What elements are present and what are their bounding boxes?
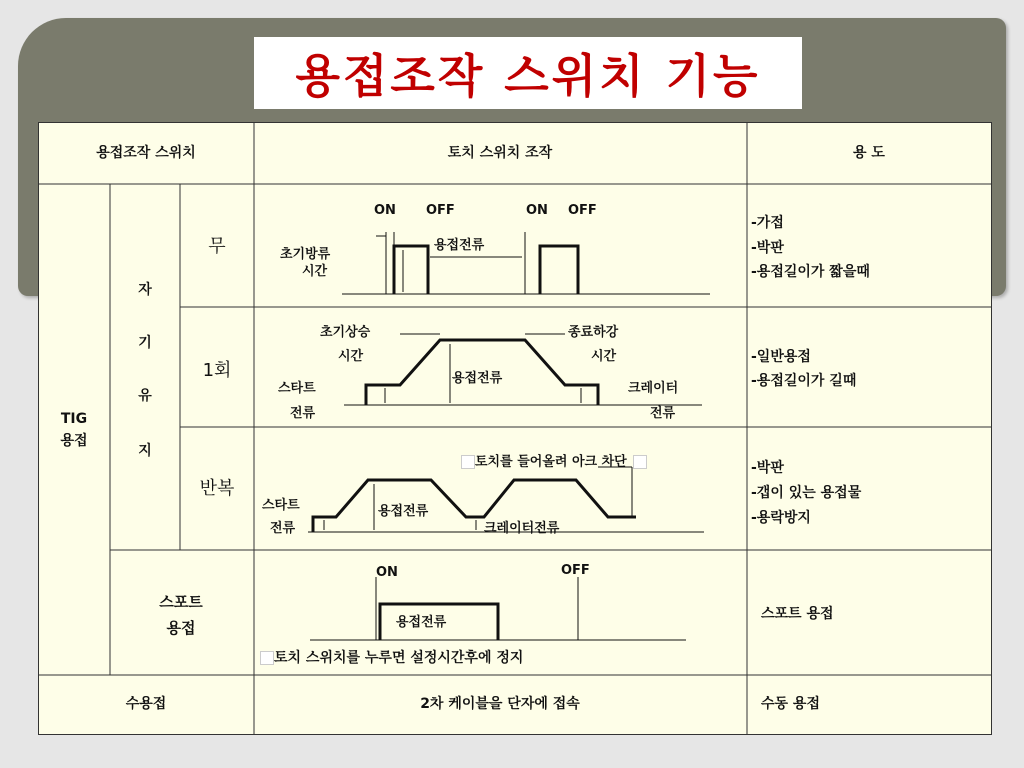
- spot-note-text: 토치 스위치를 누루면 설정시간후에 정지: [274, 650, 524, 666]
- label-off-2: OFF: [568, 203, 597, 218]
- note-marker: [260, 651, 274, 665]
- use-item: -박판: [751, 460, 784, 476]
- spot-weld-label: 용접: [166, 619, 196, 637]
- start-current-label: 스타트: [262, 498, 300, 513]
- preflow-label: 초기방류: [280, 247, 331, 262]
- manual-operation: 2차 케이블을 단자에 접속: [420, 696, 580, 712]
- page-title: 용접조작 스위치 기능: [295, 49, 761, 103]
- spot-weld-current-label: 용접전류: [396, 615, 447, 630]
- label-on-1: ON: [374, 203, 396, 218]
- use-item: -용접길이가 길때: [751, 373, 857, 389]
- use-item: -가접: [751, 215, 784, 231]
- spot-label: 스포트: [159, 593, 203, 611]
- manual-label: 수용접: [125, 696, 167, 712]
- tig-weld-label: 용접: [60, 433, 88, 449]
- table-grid-and-diagrams: [38, 122, 992, 735]
- downslope-label: 종료하강: [568, 325, 619, 340]
- use-item: -일반용접: [751, 349, 811, 365]
- start-current-label: 스타트: [278, 381, 316, 396]
- crater-current-label: 크레이터: [628, 381, 679, 396]
- mode-repeat: 반복: [199, 478, 235, 499]
- label-off-1: OFF: [426, 203, 455, 218]
- upslope-label-2: 시간: [338, 349, 364, 364]
- header-use: 용 도: [853, 145, 885, 161]
- tig-label: TIG: [60, 411, 88, 427]
- preflow-label-2: 시간: [302, 264, 328, 279]
- start-current-label-2: 전류: [270, 521, 296, 536]
- use-item: -박판: [751, 240, 784, 256]
- label-on-2: ON: [526, 203, 548, 218]
- repeat-note-text: 토치를 들어올려 아크 차단: [475, 454, 627, 470]
- note-marker: [633, 455, 647, 469]
- use-item: -용락방지: [751, 510, 811, 526]
- mode-none: 무: [208, 236, 226, 257]
- spot-on-label: ON: [376, 565, 398, 580]
- crater-current-label-2: 전류: [650, 406, 676, 421]
- self-hold-char-2: 기: [138, 335, 152, 351]
- weld-current-label: 용접전류: [434, 238, 485, 253]
- self-hold-char-1: 자: [138, 282, 152, 298]
- waveform-no-latch: [342, 232, 710, 294]
- use-item: -용접길이가 짧을때: [751, 264, 870, 280]
- table-grid-lines: [38, 122, 992, 735]
- note-marker: [461, 455, 475, 469]
- title-box: [254, 37, 802, 109]
- function-table: [38, 122, 992, 735]
- upslope-label: 초기상승: [320, 325, 371, 340]
- header-switch: 용접조작 스위치: [96, 145, 196, 161]
- header-operation: 토치 스위치 조작: [447, 145, 553, 161]
- manual-use: 수동 용접: [761, 696, 820, 712]
- spot-note: [260, 651, 523, 665]
- spot-use: 스포트 용접: [761, 606, 834, 622]
- start-current-label-2: 전류: [290, 406, 316, 421]
- crater-current-label: 크레이터전류: [484, 521, 560, 536]
- use-item: -갭이 있는 용접물: [751, 485, 862, 501]
- weld-current-label: 용접전류: [452, 371, 503, 386]
- waveform-spot: [310, 577, 686, 640]
- spot-off-label: OFF: [561, 563, 590, 578]
- downslope-label-2: 시간: [591, 349, 617, 364]
- mode-once: 1회: [202, 360, 232, 381]
- weld-current-label: 용접전류: [378, 504, 429, 519]
- self-hold-char-4: 지: [138, 443, 152, 459]
- repeat-note: [461, 455, 647, 469]
- self-hold-char-3: 유: [138, 388, 152, 404]
